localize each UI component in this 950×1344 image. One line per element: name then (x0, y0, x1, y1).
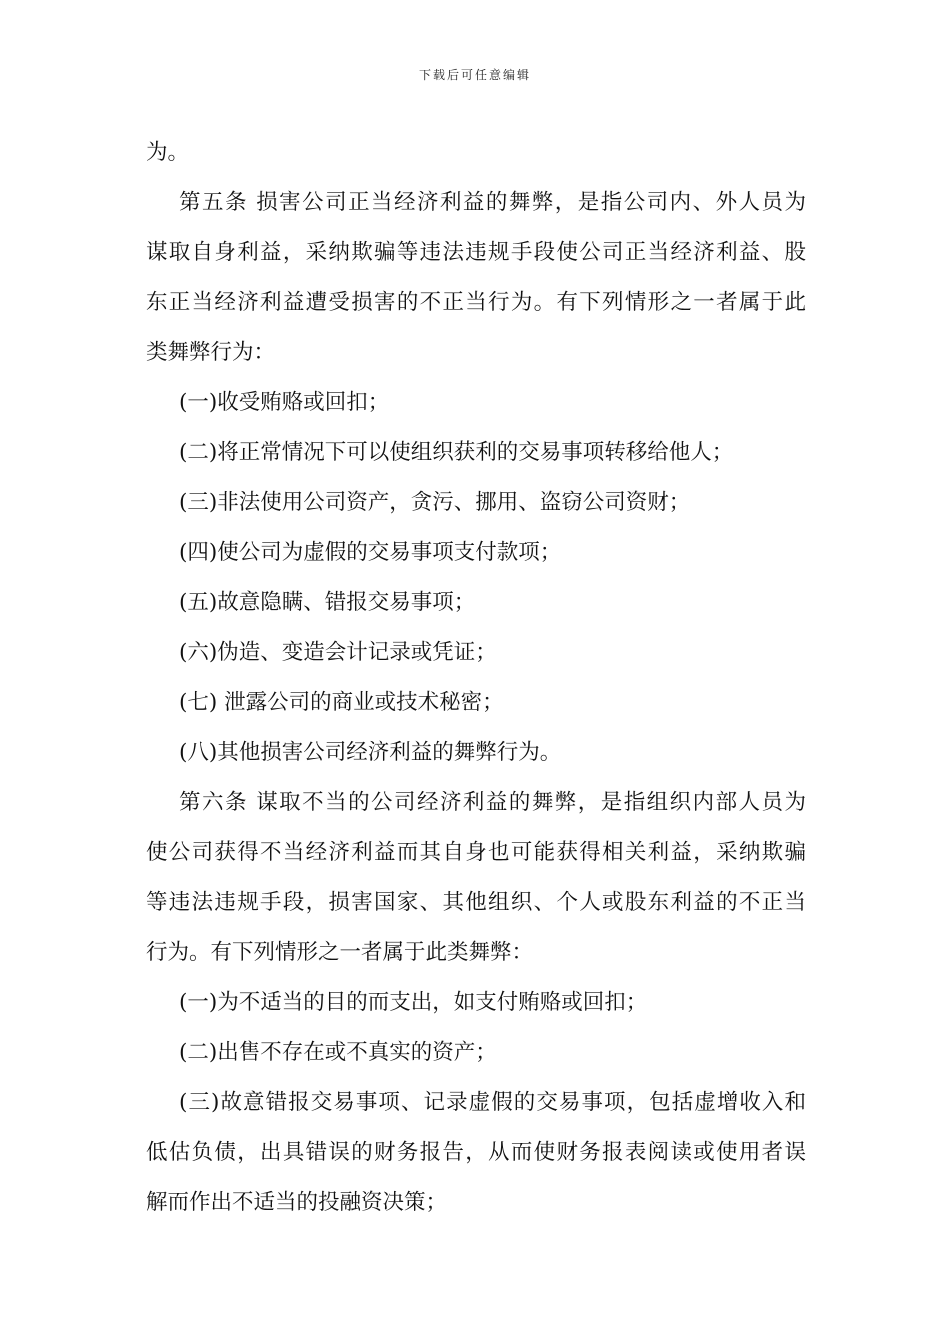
list-item: (三)非法使用公司资产，贪污、挪用、盗窃公司资财； (179, 490, 691, 515)
list-item: (六)伪造、变造会计记录或凭证； (179, 640, 497, 665)
text-line: 第五条 损害公司正当经济利益的舞弊，是指公司内、外人员为 (179, 190, 806, 215)
text-line: 第六条 谋取不当的公司经济利益的舞弊，是指组织内部人员为 (179, 790, 806, 815)
text-line: 使公司获得不当经济利益而其自身也可能获得相关利益，采纳欺骗 (146, 840, 806, 865)
text-line: 为。 (146, 140, 190, 165)
list-item: (一)为不适当的目的而支出，如支付贿赂或回扣； (179, 990, 648, 1015)
text-line: 等违法违规手段，损害国家、其他组织、个人或股东利益的不正当 (146, 890, 806, 915)
text-line: 类舞弊行为： (146, 340, 276, 365)
list-item: (一)收受贿赂或回扣； (179, 390, 390, 415)
list-item: (五)故意隐瞒、错报交易事项； (179, 590, 476, 615)
document-body (146, 128, 806, 1228)
list-item: (八)其他损害公司经济利益的舞弊行为。 (179, 740, 562, 765)
list-item: (二)出售不存在或不真实的资产； (179, 1040, 497, 1065)
list-item: (七) 泄露公司的商业或技术秘密； (179, 690, 504, 715)
text-line: 低估负债，出具错误的财务报告，从而使财务报表阅读或使用者误 (146, 1140, 806, 1165)
text-line: 行为。有下列情形之一者属于此类舞弊： (146, 940, 534, 965)
list-item: (三)故意错报交易事项、记录虚假的交易事项，包括虚增收入和 (179, 1090, 806, 1115)
list-item: (四)使公司为虚假的交易事项支付款项； (179, 540, 562, 565)
list-item: (二)将正常情况下可以使组织获利的交易事项转移给他人； (179, 440, 734, 465)
text-line: 解而作出不适当的投融资决策； (146, 1190, 448, 1215)
page-header: 下载后可任意编辑 (418, 68, 531, 82)
text-line: 谋取自身利益，采纳欺骗等违法违规手段使公司正当经济利益、股 (146, 240, 806, 265)
text-line: 东正当经济利益遭受损害的不正当行为。有下列情形之一者属于此 (146, 290, 806, 315)
